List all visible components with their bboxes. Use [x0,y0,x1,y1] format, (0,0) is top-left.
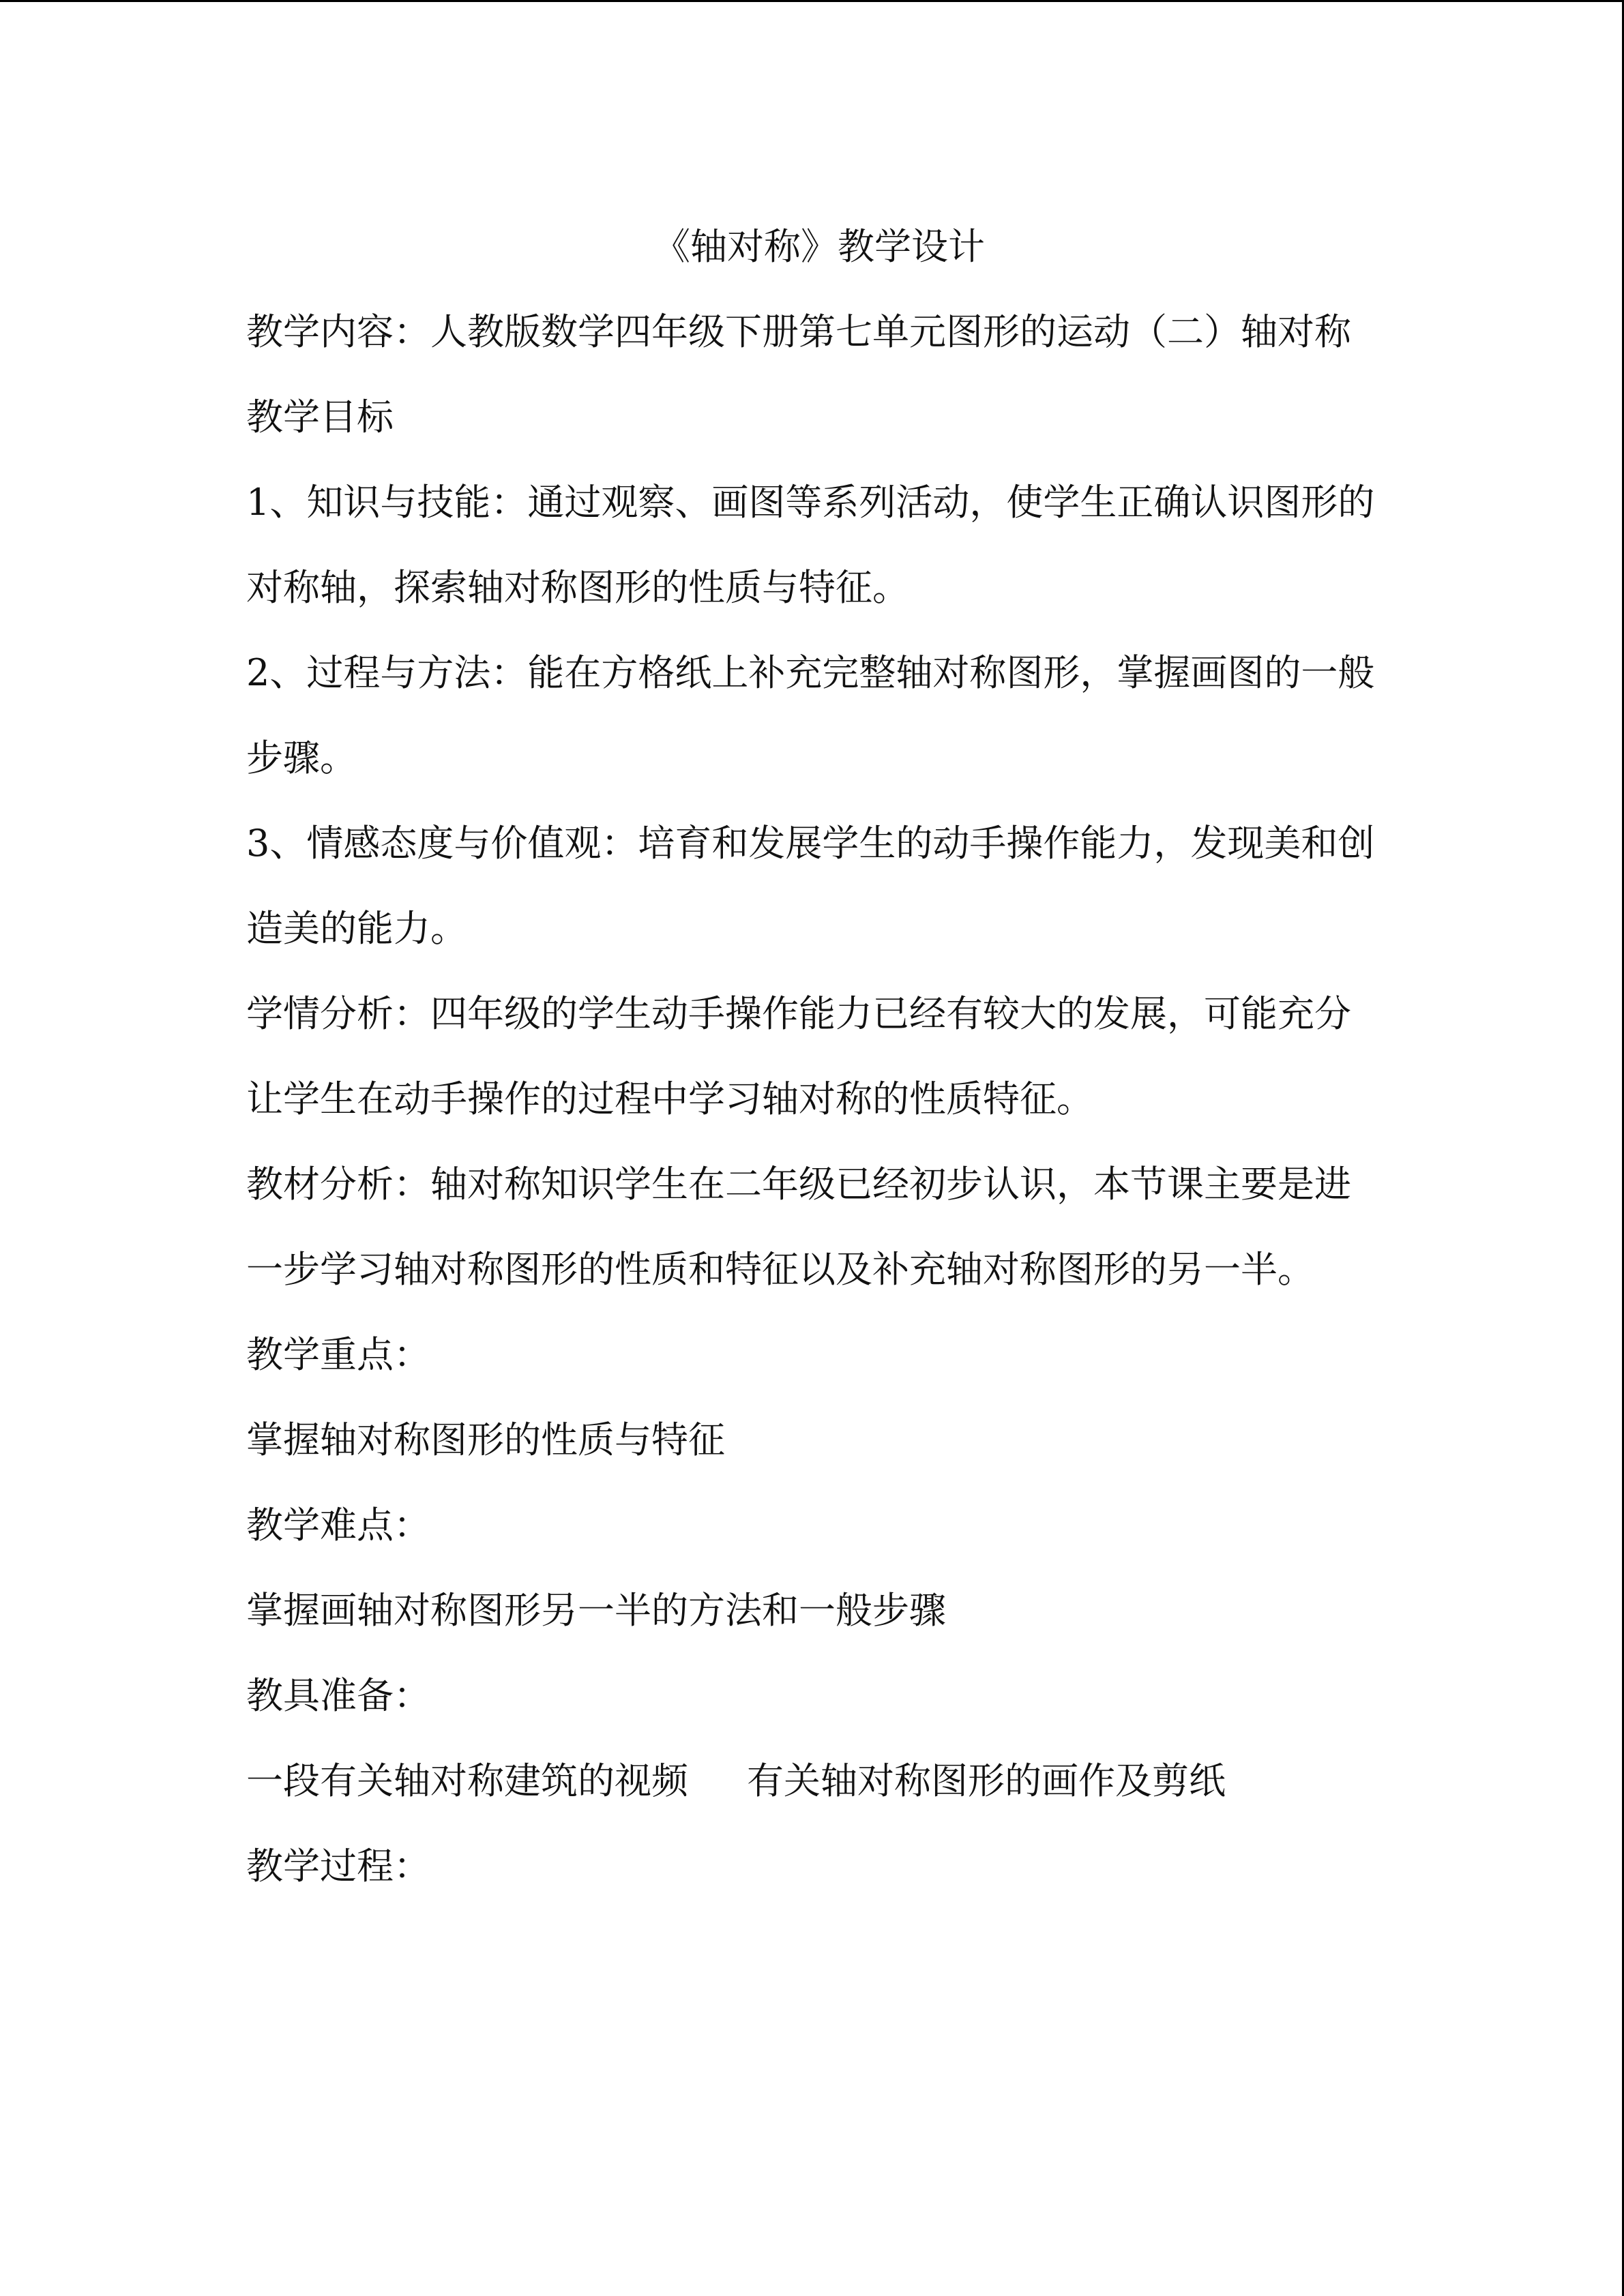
paragraph-teaching-content: 教学内容：人教版数学四年级下册第七单元图形的运动（二）轴对称 [246,310,1351,353]
paragraph-goal-knowledge: 1、知识与技能：通过观察、画图等系列活动，使学生正确认识图形的对称轴，探索轴对称图形的性质与特征。 [246,481,1375,609]
paragraph-materials [246,1738,1392,1823]
paragraph-textbook-analysis: 教材分析：轴对称知识学生在二年级已经初步认识，本节课主要是进一步学习轴对称图形的性质和特征以及补充轴对称图形的另一半。 [246,1163,1351,1291]
paragraph-key-points: 掌握轴对称图形的性质与特征 [246,1418,725,1461]
material-artwork: 有关轴对称图形的画作及剪纸 [747,1759,1226,1802]
heading-teaching-process: 教学过程： [246,1845,430,1888]
document-title: 《轴对称》教学设计 [653,225,985,268]
material-video: 一段有关轴对称建筑的视频 [246,1759,688,1802]
paragraph-goal-process: 2、过程与方法：能在方格纸上补充完整轴对称图形，掌握画图的一般步骤。 [246,651,1375,779]
heading-materials: 教具准备： [246,1674,430,1717]
paragraph-student-analysis: 学情分析：四年级的学生动手操作能力已经有较大的发展，可能充分让学生在动手操作的过程中学习轴对称的性质特征。 [246,992,1351,1120]
heading-key-points: 教学重点： [246,1333,430,1376]
paragraph-difficulties: 掌握画轴对称图形另一半的方法和一般步骤 [246,1589,946,1632]
heading-teaching-goals: 教学目标 [246,396,394,438]
paragraph-goal-emotion: 3、情感态度与价值观：培育和发展学生的动手操作能力，发现美和创造美的能力。 [246,822,1375,950]
document-body [246,204,1392,1909]
heading-difficulties: 教学难点： [246,1504,430,1547]
